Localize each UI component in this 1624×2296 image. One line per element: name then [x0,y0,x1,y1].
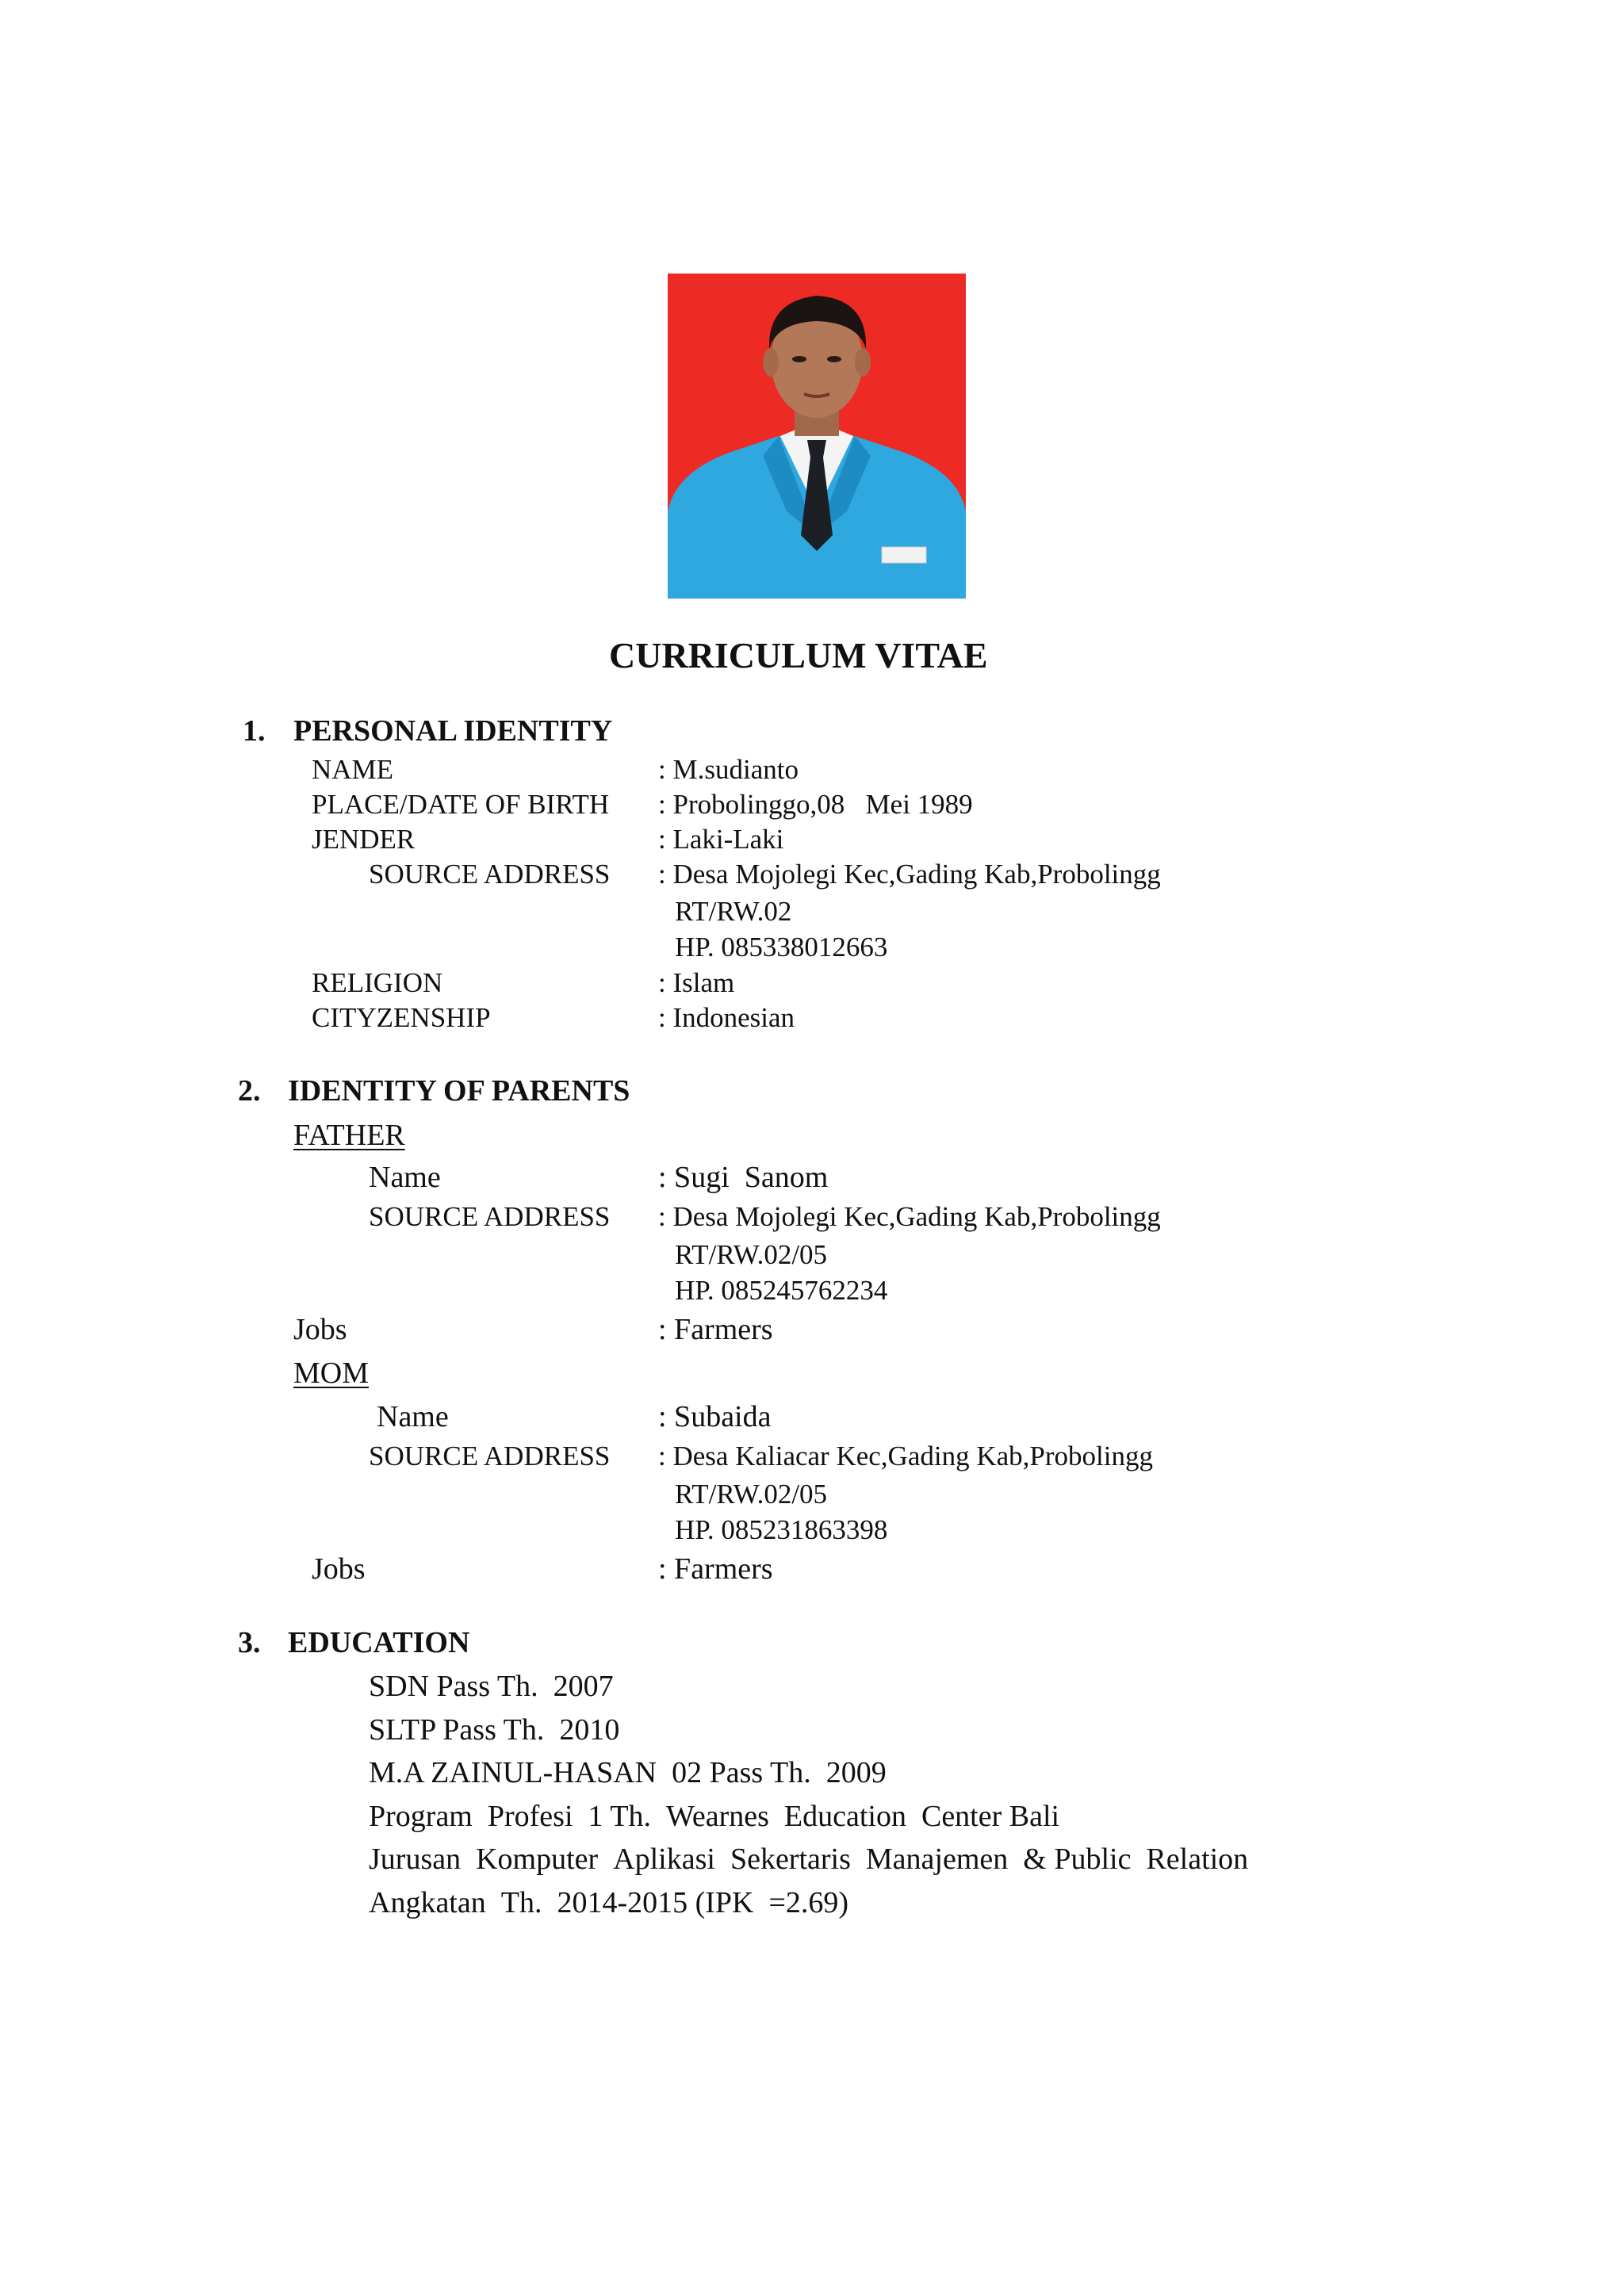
page-title: CURRICULUM VITAE [609,635,988,675]
education-item: SDN Pass Th. 2007 [369,1670,614,1703]
father-name-value: : Sugi Sanom [658,1161,829,1194]
mom-jobs-label: Jobs [312,1552,366,1586]
religion-value: : Islam [658,967,735,998]
education-item: Jurusan Komputer Aplikasi Sekertaris Manajemen & Public Relation [369,1843,1249,1876]
education-item: M.A ZAINUL-HASAN 02 Pass Th. 2009 [369,1756,887,1789]
address-rtrw: RT/RW.02 [675,896,792,927]
mom-address-label: SOURCE ADDRESS [369,1441,611,1471]
father-address-rtrw: RT/RW.02/05 [675,1239,828,1270]
father-jobs-label: Jobs [293,1313,347,1346]
address-label: SOURCE ADDRESS [369,859,611,890]
father-name-label: Name [369,1161,441,1194]
mom-address-value: : Desa Kaliacar Kec,Gading Kab,Probolingg [658,1441,1153,1471]
education-item: Angkatan Th. 2014-2015 (IPK =2.69) [369,1886,849,1919]
section-3-number: 3. [238,1626,261,1659]
photo-eye-left [792,356,806,362]
father-jobs-value: : Farmers [658,1313,773,1346]
name-value: : M.sudianto [658,754,799,785]
section-parents-heading: IDENTITY OF PARENTS [288,1074,630,1108]
mom-address-rtrw: RT/RW.02/05 [675,1479,828,1510]
father-address-value: : Desa Mojolegi Kec,Gading Kab,Probolingg [658,1201,1161,1232]
photo-name-tag [882,547,926,563]
section-1-number: 1. [243,714,266,748]
photo-eye-right [827,356,841,362]
mom-jobs-value: : Farmers [658,1552,773,1586]
photo-ear-left [763,348,779,377]
mom-name-label: Name [377,1400,449,1433]
mom-name-value: : Subaida [658,1400,772,1433]
gender-label: JENDER [312,824,416,855]
address-phone: HP. 085338012663 [675,932,888,962]
father-heading: FATHER [293,1119,405,1152]
citizenship-value: : Indonesian [658,1002,795,1033]
name-label: NAME [312,754,394,785]
citizenship-label: CITYZENSHIP [312,1002,491,1033]
photo-ear-right [855,348,871,377]
education-item: Program Profesi 1 Th. Wearnes Education Center Bali [369,1800,1060,1833]
birth-label: PLACE/DATE OF BIRTH [312,789,610,820]
section-education-heading: EDUCATION [288,1626,470,1659]
education-item: SLTP Pass Th. 2010 [369,1713,620,1747]
gender-value: : Laki-Laki [658,824,784,855]
religion-label: RELIGION [312,967,443,998]
mom-heading: MOM [293,1357,370,1390]
father-address-phone: HP. 085245762234 [675,1275,888,1306]
address-value: : Desa Mojolegi Kec,Gading Kab,Probolingg [658,859,1161,890]
mom-address-phone: HP. 085231863398 [675,1514,888,1545]
birth-value: : Probolinggo,08 Mei 1989 [658,789,973,820]
father-address-label: SOURCE ADDRESS [369,1201,611,1232]
profile-photo [668,274,966,599]
section-personal-heading: PERSONAL IDENTITY [293,714,613,748]
section-2-number: 2. [238,1074,261,1108]
